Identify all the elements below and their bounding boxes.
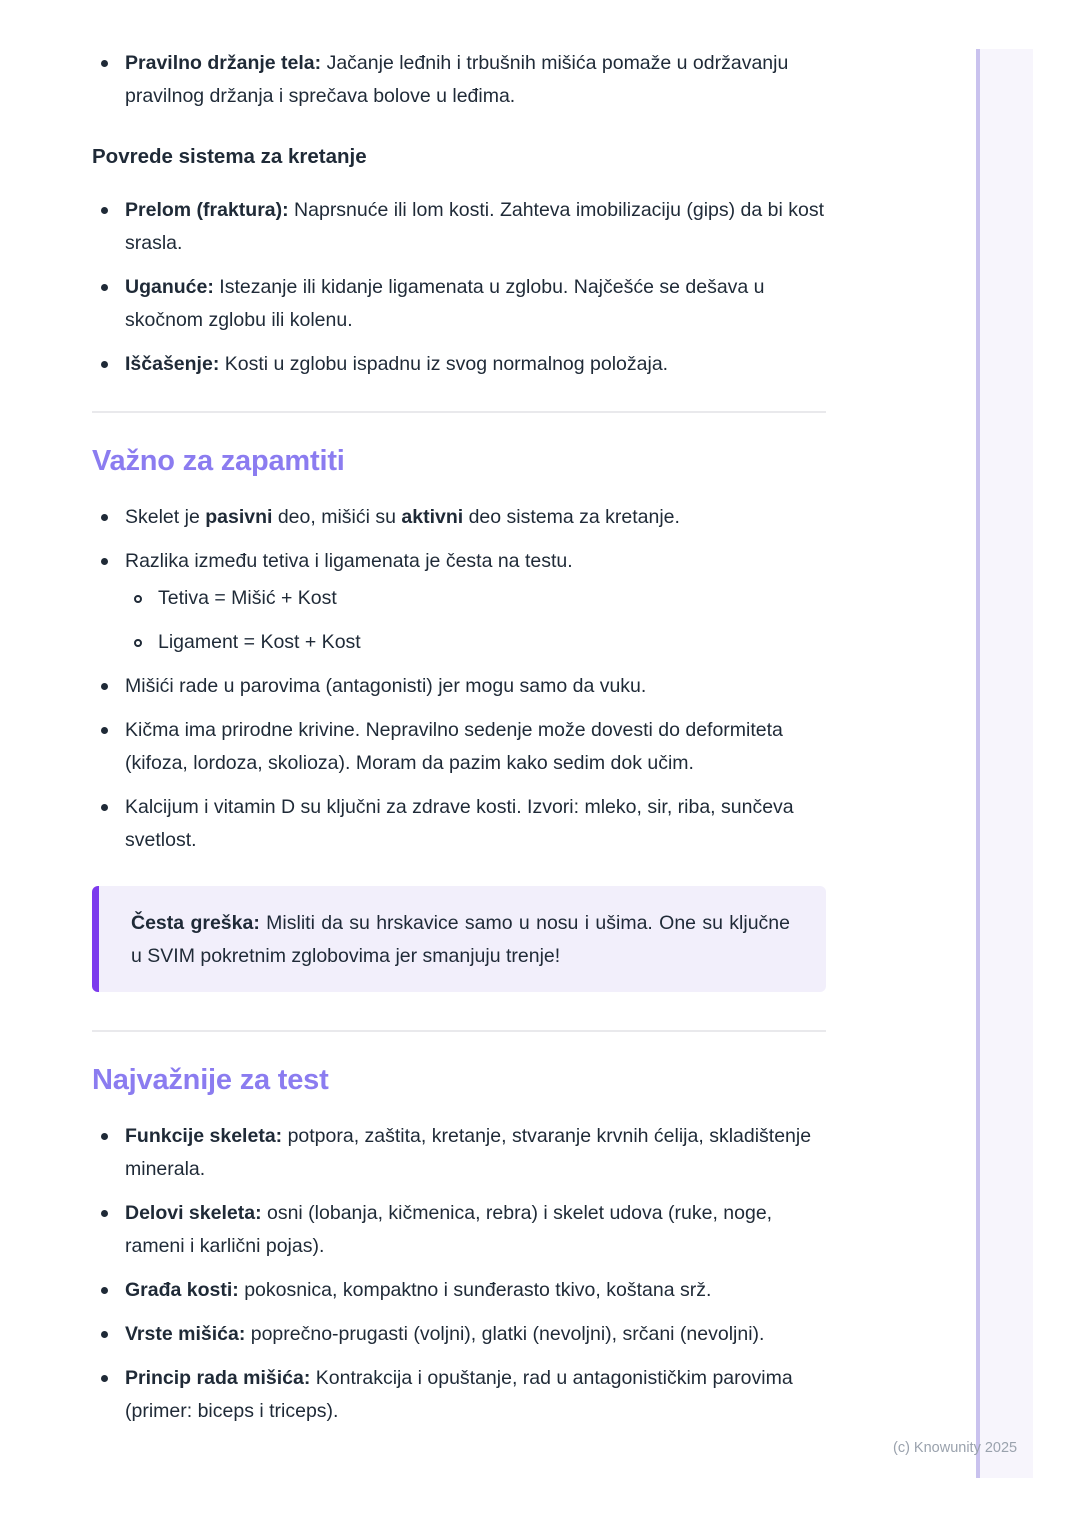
scrollbar-track[interactable] xyxy=(976,49,1033,1478)
text-run: deo sistema za kretanje. xyxy=(463,506,680,528)
list-item xyxy=(92,194,826,260)
bullet-dot-icon xyxy=(101,514,108,521)
text-run: osni (lobanja, kičmenica, rebra) i skelet udova (ruke, noge, rameni i karlični pojas). xyxy=(125,1202,773,1257)
bold-text-run: Funkcije skeleta: xyxy=(125,1125,283,1147)
list-item-text xyxy=(125,52,788,107)
text-run: Kičma ima prirodne krivine. Nepravilno sedenje može dovesti do deformiteta (kifoza, lordoza, skolioza). Moram da pazim kako sedim dok učim. xyxy=(125,719,783,774)
text-run: Ligament = Kost + Kost xyxy=(158,631,361,653)
bullet-dot-icon xyxy=(101,727,108,734)
bullet-dot-icon xyxy=(101,683,108,690)
list-item-text xyxy=(125,1279,711,1301)
list-item xyxy=(92,714,826,780)
text-run: Tetiva = Mišić + Kost xyxy=(158,587,337,609)
subsection-title: Povrede sistema za kretanje xyxy=(92,145,367,168)
sub-list-item xyxy=(125,582,826,615)
text-run: poprečno-prugasti (voljni), glatki (nevoljni), srčani (nevoljni). xyxy=(245,1323,765,1345)
list-item-text xyxy=(125,719,783,774)
bold-text-run: Vrste mišića: xyxy=(125,1323,246,1345)
section-divider xyxy=(92,411,826,413)
bullet-dot-icon xyxy=(101,804,108,811)
bold-text-run: Iščašenje: xyxy=(125,353,220,375)
bullet-dot-icon xyxy=(101,361,108,368)
bullet-dot-icon xyxy=(101,1210,108,1217)
section-title: Najvažnije za test xyxy=(92,1064,329,1096)
text-run: potpora, zaštita, kretanje, stvaranje krvnih ćelija, skladištenje minerala. xyxy=(125,1125,812,1180)
text-run: Razlika između tetiva i ligamenata je česta na testu. xyxy=(125,550,573,572)
watermark-text: (c) Knowunity 2025 xyxy=(893,1440,1018,1456)
bold-text-run: pasivni xyxy=(205,506,273,528)
bold-text-run: Prelom (fraktura): xyxy=(125,199,289,221)
text-run: Jačanje leđnih i trbušnih mišića pomaže u održavanju pravilnog držanja i sprečava bolove u leđima. xyxy=(125,52,789,107)
bold-text-run: Pravilno držanje tela: xyxy=(125,52,322,74)
bullet-dot-icon xyxy=(101,1331,108,1338)
sub-bullet-list xyxy=(125,582,826,659)
bullet-dot-icon xyxy=(101,1287,108,1294)
list-item xyxy=(92,348,826,381)
list-item xyxy=(92,1362,826,1428)
bold-text-run: Uganuće: xyxy=(125,276,214,298)
list-item-text xyxy=(125,1367,793,1422)
section-divider xyxy=(92,1030,826,1032)
sub-list-item-text xyxy=(158,587,337,609)
document-content xyxy=(92,47,826,1449)
text-run: Naprsnuće ili lom kosti. Zahteva imobilizaciju (gips) da bi kost srasla. xyxy=(125,199,824,254)
section-title: Važno za zapamtiti xyxy=(92,445,345,477)
bullet-list xyxy=(92,501,826,857)
bullet-dot-icon xyxy=(101,207,108,214)
bold-text-run: Delovi skeleta: xyxy=(125,1202,262,1224)
list-item-text xyxy=(125,550,573,572)
circle-bullet-icon xyxy=(134,595,142,603)
circle-bullet-icon xyxy=(134,639,142,647)
bullet-dot-icon xyxy=(101,284,108,291)
list-item-text xyxy=(125,353,668,375)
list-item-text xyxy=(125,796,794,851)
list-item-text xyxy=(125,1125,811,1180)
list-item xyxy=(92,1197,826,1263)
text-run: deo, mišići su xyxy=(272,506,402,528)
bullet-list xyxy=(92,47,826,113)
list-item xyxy=(92,1274,826,1307)
bold-text-run: Građa kosti: xyxy=(125,1279,239,1301)
sub-list-item-text xyxy=(158,631,361,653)
list-item-text xyxy=(125,1202,772,1257)
list-item xyxy=(92,47,826,113)
list-item xyxy=(92,501,826,534)
callout-text xyxy=(131,907,790,973)
list-item xyxy=(92,271,826,337)
bullet-dot-icon xyxy=(101,60,108,67)
sub-list-item xyxy=(125,626,826,659)
bold-text-run: aktivni xyxy=(401,506,464,528)
text-run: Istezanje ili kidanje ligamenata u zglobu. Najčešće se dešava u skočnom zglobu ili kolenu. xyxy=(125,276,765,331)
text-run: Skelet je xyxy=(125,506,206,528)
bold-text-run: Princip rada mišića: xyxy=(125,1367,311,1389)
bullet-dot-icon xyxy=(101,1133,108,1140)
list-item-text xyxy=(125,506,680,528)
list-item xyxy=(92,545,826,659)
text-run: pokosnica, kompaktno i sunđerasto tkivo, koštana srž. xyxy=(238,1279,712,1301)
text-run: Misliti da su hrskavice samo u nosu i ušima. One su ključne u SVIM pokretnim zglobovima jer smanjuju trenje! xyxy=(131,912,790,967)
callout-box xyxy=(92,886,826,992)
bold-text-run: Česta greška: xyxy=(131,912,260,934)
list-item-text xyxy=(125,276,765,331)
text-run: Kosti u zglobu ispadnu iz svog normalnog položaja. xyxy=(219,353,669,375)
bullet-dot-icon xyxy=(101,1375,108,1382)
bullet-list xyxy=(92,1120,826,1428)
text-run: Mišići rade u parovima (antagonisti) jer mogu samo da vuku. xyxy=(125,675,647,697)
list-item xyxy=(92,791,826,857)
bullet-list xyxy=(92,194,826,381)
text-run: Kalcijum i vitamin D su ključni za zdrave kosti. Izvori: mleko, sir, riba, sunčeva svetlost. xyxy=(125,796,794,851)
bullet-dot-icon xyxy=(101,558,108,565)
list-item xyxy=(92,1120,826,1186)
list-item xyxy=(92,1318,826,1351)
list-item-text xyxy=(125,1323,764,1345)
list-item-text xyxy=(125,199,824,254)
list-item-text xyxy=(125,675,646,697)
list-item xyxy=(92,670,826,703)
text-run: Kontrakcija i opuštanje, rad u antagonističkim parovima (primer: biceps i triceps). xyxy=(125,1367,793,1422)
